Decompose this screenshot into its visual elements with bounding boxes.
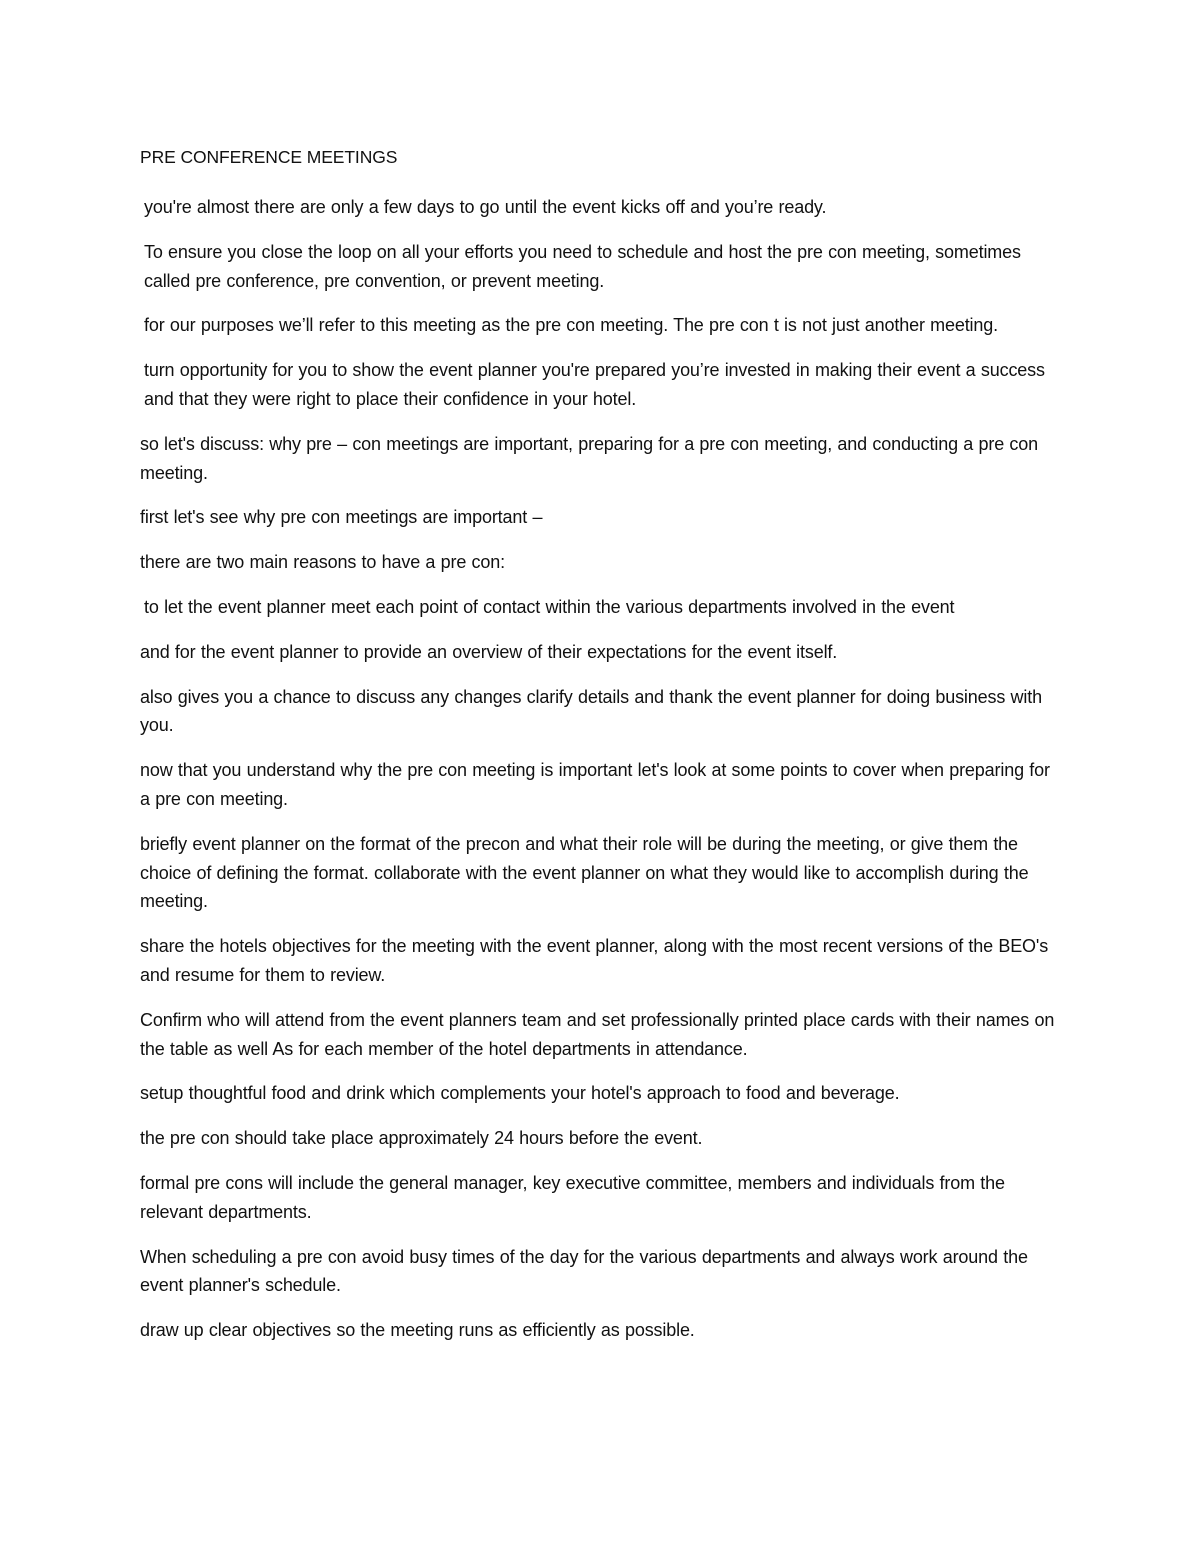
paragraph: setup thoughtful food and drink which complements your hotel's approach to food and beverage. [140,1083,900,1104]
paragraph: draw up clear objectives so the meeting runs as efficiently as possible. [140,1320,695,1341]
paragraph: briefly event planner on the format of the precon and what their role will be during the meeting, or give them the choice of defining the format. collaborate with the event planner on what they would like to accomplish during the meeting. [140,833,1029,912]
paragraph: share the hotels objectives for the meeting with the event planner, along with the most recent versions of the BEO's and resume for them to review. [140,936,1049,985]
paragraph: When scheduling a pre con avoid busy times of the day for the various departments and always work around the event planner's schedule. [140,1246,1028,1296]
paragraph: also gives you a chance to discuss any changes clarify details and thank the event planner for doing business with you. [140,686,1042,736]
document-title: PRE CONFERENCE MEETINGS [140,147,398,167]
paragraph: first let's see why pre con meetings are important – [140,507,543,528]
paragraph: so let's discuss: why pre – con meetings are important, preparing for a pre con meeting, and conducting a pre con meeting. [140,433,1038,483]
paragraph: Confirm who will attend from the event planners team and set professionally printed place cards with their names on the table as well As for each member of the hotel departments in attendance. [140,1009,1055,1059]
paragraph: To ensure you close the loop on all your efforts you need to schedule and host the pre con meeting, sometimes called pre conference, pre convention, or prevent meeting. [144,241,1021,291]
paragraph: formal pre cons will include the general manager, key executive committee, members and individuals from the relevant departments. [140,1172,1005,1222]
document-body [140,143,1065,1361]
paragraph: you're almost there are only a few days to go until the event kicks off and you’re ready. [144,197,827,217]
paragraph: for our purposes we’ll refer to this meeting as the pre con meeting. The pre con t is not just another meeting. [144,315,998,336]
paragraph: turn opportunity for you to show the event planner you're prepared you’re invested in making their event a success and that they were right to place their confidence in your hotel. [144,360,1045,409]
paragraph: the pre con should take place approximately 24 hours before the event. [140,1128,703,1149]
paragraph: there are two main reasons to have a pre con: [140,552,505,573]
paragraph: and for the event planner to provide an overview of their expectations for the event itself. [140,641,838,662]
paragraph: now that you understand why the pre con meeting is important let's look at some points to cover when preparing for a pre con meeting. [140,760,1050,809]
paragraph: to let the event planner meet each point of contact within the various departments involved in the event [144,596,955,617]
